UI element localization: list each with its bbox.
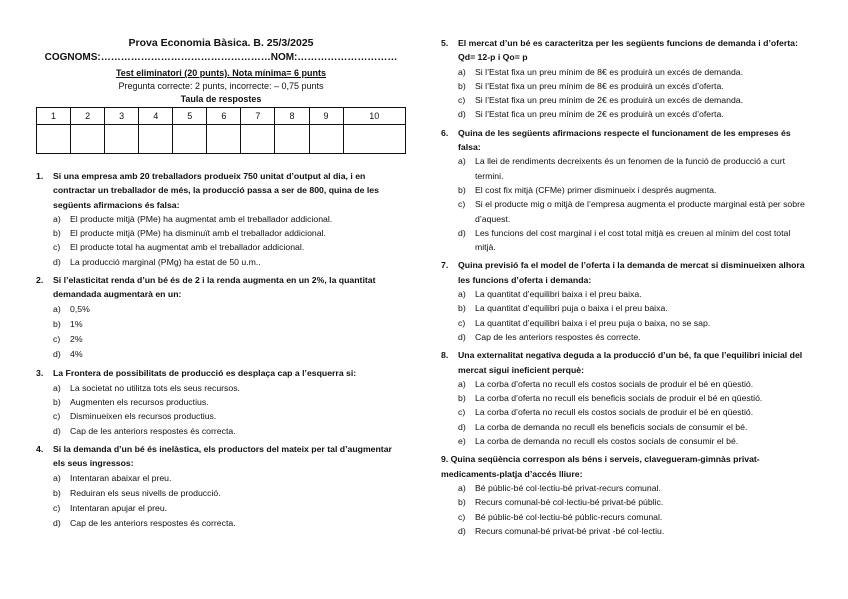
answer-table-title: Taula de respostes: [180, 94, 262, 104]
question-7: [441, 258, 813, 344]
option: d) Cap de les anteriors respostes és correcte.: [458, 331, 641, 342]
question-number: 6.: [441, 127, 449, 138]
option: d) Recurs comunal-bé privat-bé privat -bé col·lectiu.: [458, 525, 665, 536]
answer-table-header-cell: 7: [241, 108, 275, 125]
option: c) Si l’Estat fixa un preu mínim de 2€ es produirà un excés de demanda.: [458, 95, 744, 106]
question-4: [36, 442, 406, 531]
question-5: [441, 36, 813, 122]
question-8: [441, 348, 813, 448]
answer-table-header-cell: 5: [173, 108, 207, 125]
answer-table-header-cell: 1: [37, 108, 71, 125]
question-text: Si l’elasticitat renda d’un bé és de 2 i la renda augmenta en un 2%, la quantitat demandada augmentarà en un:: [53, 275, 376, 300]
option: d) Cap de les anteriors respostes és correcta.: [53, 518, 236, 529]
option: a) Intentaran abaixar el preu.: [53, 472, 172, 483]
answer-table-header-cell: 8: [275, 108, 309, 125]
question-2: [36, 273, 406, 362]
question-number: 2.: [36, 275, 44, 286]
option: d) Les funcions del cost marginal i el cost total mitjà es creuen al mínim del cost total mitjà.: [458, 227, 791, 253]
option: c) Disminueixen els recursos productius.: [53, 411, 217, 422]
answer-cell[interactable]: [309, 125, 343, 154]
option: c) Intentaran apujar el preu.: [53, 502, 168, 513]
left-column: [36, 36, 406, 531]
name-fields-line: COGNOMS:……………………………………………NOM:…………………………: [44, 52, 398, 63]
question-text: La Frontera de possibilitats de producció es desplaça cap a l’esquerra si:: [53, 368, 357, 379]
answer-table-header-cell: 4: [139, 108, 173, 125]
option: d) La producció marginal (PMg) ha estat de 50 u.m..: [53, 256, 261, 267]
option: c) 2%: [53, 334, 83, 345]
right-column: [441, 36, 813, 538]
option: a) 0,5%: [53, 303, 90, 314]
option: a) La societat no utilitza tots els seus recursos.: [53, 382, 240, 393]
answer-cell[interactable]: [173, 125, 207, 154]
question-number: 5.: [441, 38, 449, 48]
answer-table-header-cell: 3: [105, 108, 139, 125]
question-number: 8.: [441, 350, 449, 361]
answer-table-header-cell: 10: [343, 108, 405, 125]
option: c) Si el producte mig o mitjà de l’empresa augmenta el producte marginal està per sobre d’aquest.: [458, 199, 805, 224]
answer-table-header-cell: 6: [207, 108, 241, 125]
question-text: Quina previsió fa el model de l’oferta i la demanda de mercat si disminueixen alhora les funcions d’oferta i demanda:: [458, 260, 805, 285]
answer-table: [36, 107, 406, 154]
question-number: 9.: [441, 454, 449, 465]
option: a) El producte mitjà (PMe) ha augmentat amb el treballador addicional.: [53, 213, 333, 224]
question-number: 1.: [36, 171, 44, 181]
option: c) El producte total ha augmentat amb el treballador addicional.: [53, 242, 305, 253]
question-text: El mercat d’un bé es caracteritza per les següents funcions de demanda i d’oferta: Qd= 12-p i Qo= p: [458, 38, 798, 63]
exam-title: Prova Economia Bàsica. B. 25/3/2025: [128, 37, 314, 49]
option: c) La quantitat d’equilibri baixa i el preu puja o baixa, no se sap.: [458, 317, 711, 328]
option: b) La quantitat d’equilibri puja o baixa i el preu baixa.: [458, 303, 668, 314]
option: b) Recurs comunal-bé col·lectiu-bé privat-bé públic.: [458, 497, 664, 508]
exam-subtitle: Test eliminatori (20 punts). Nota mínima= 6 punts: [115, 68, 327, 78]
option: a) Bé públic-bé col·lectiu-bé privat-recurs comunal.: [458, 482, 661, 493]
option: a) La llei de rendiments decreixents és un fenomen de la funció de producció a curt termini.: [458, 156, 786, 181]
answer-cell[interactable]: [71, 125, 105, 154]
question-9: [441, 452, 813, 538]
question-number: 3.: [36, 368, 44, 379]
answer-cell[interactable]: [241, 125, 275, 154]
question-3: [36, 366, 406, 437]
question-number: 4.: [36, 443, 44, 454]
option: b) Si l’Estat fixa un preu mínim de 8€ es produirà un excés d’oferta.: [458, 80, 724, 91]
option: c) Bé públic-bé col·lectiu-bé públic-recurs comunal.: [458, 511, 663, 522]
option: b) Reduiran els seus nivells de producció.: [53, 487, 221, 498]
option: b) La corba d’oferta no recull els beneficis socials de produir el bé en qüestió.: [458, 393, 763, 404]
option: b) 1%: [53, 318, 83, 329]
option: a) Si l’Estat fixa un preu mínim de 8€ es produirà un excés de demanda.: [458, 66, 744, 77]
scoring-rules: Pregunta correcte: 2 punts, incorrecte: – 0,75 punts: [118, 81, 324, 91]
answer-cell[interactable]: [275, 125, 309, 154]
answer-cell[interactable]: [139, 125, 173, 154]
answer-table-header-cell: 2: [71, 108, 105, 125]
option: b) El cost fix mitjà (CFMe) primer disminueix i després augmenta.: [458, 184, 717, 195]
answer-cell[interactable]: [105, 125, 139, 154]
option: d) 4%: [53, 349, 83, 360]
option: c) La corba d’oferta no recull els costos socials de produir el bé en qüestió.: [458, 407, 754, 418]
option: a) La quantitat d’equilibri baixa i el preu baixa.: [458, 289, 642, 300]
option: d) La corba de demanda no recull els beneficis socials de consumir el bé.: [458, 421, 748, 432]
option: a) La corba d’oferta no recull els costos socials de produir el bé en qüestió.: [458, 378, 754, 389]
question-number: 7.: [441, 260, 449, 271]
option: d) Si l’Estat fica un preu mínim de 2€ es produirà un excés d’oferta.: [458, 109, 724, 120]
question-text: Una externalitat negativa deguda a la producció d’un bé, fa que l’equilibri inicial del mercat sigui ineficient perquè:: [458, 350, 803, 375]
question-text: 9. Quina seqüència correspon als béns i serveis, clavegueram-gimnàs privat-medicaments-platja d’accés lliure:: [441, 454, 760, 479]
option: b) Augmenten els recursos productius.: [53, 397, 209, 408]
question-6: [441, 126, 813, 255]
answer-table-header-cell: 9: [309, 108, 343, 125]
answer-table-response-row: [37, 125, 406, 154]
option: e) La corba de demanda no recull els costos socials de consumir el bé.: [458, 436, 739, 447]
option: d) Cap de les anteriors respostes és correcta.: [53, 425, 236, 436]
answer-table-header-row: [37, 108, 406, 125]
question-text: Quina de les següents afirmacions respecte el funcionament de les empreses és falsa:: [458, 127, 791, 153]
question-1: [36, 169, 406, 269]
answer-cell[interactable]: [207, 125, 241, 154]
question-text: Si una empresa amb 20 treballadors produeix 750 unitat d’output al dia, i en contractar un treballador de més, la producció passa a ser de 800, quina de les següents afirmacions és falsa:: [53, 171, 379, 210]
answer-cell[interactable]: [37, 125, 71, 154]
question-text: Si la demanda d’un bé és inelàstica, els productors del mateix per tal d’augmentar els seus ingressos:: [53, 443, 392, 469]
answer-cell[interactable]: [343, 125, 405, 154]
option: b) El producte mitjà (PMe) ha disminuït amb el treballador addicional.: [53, 228, 326, 239]
